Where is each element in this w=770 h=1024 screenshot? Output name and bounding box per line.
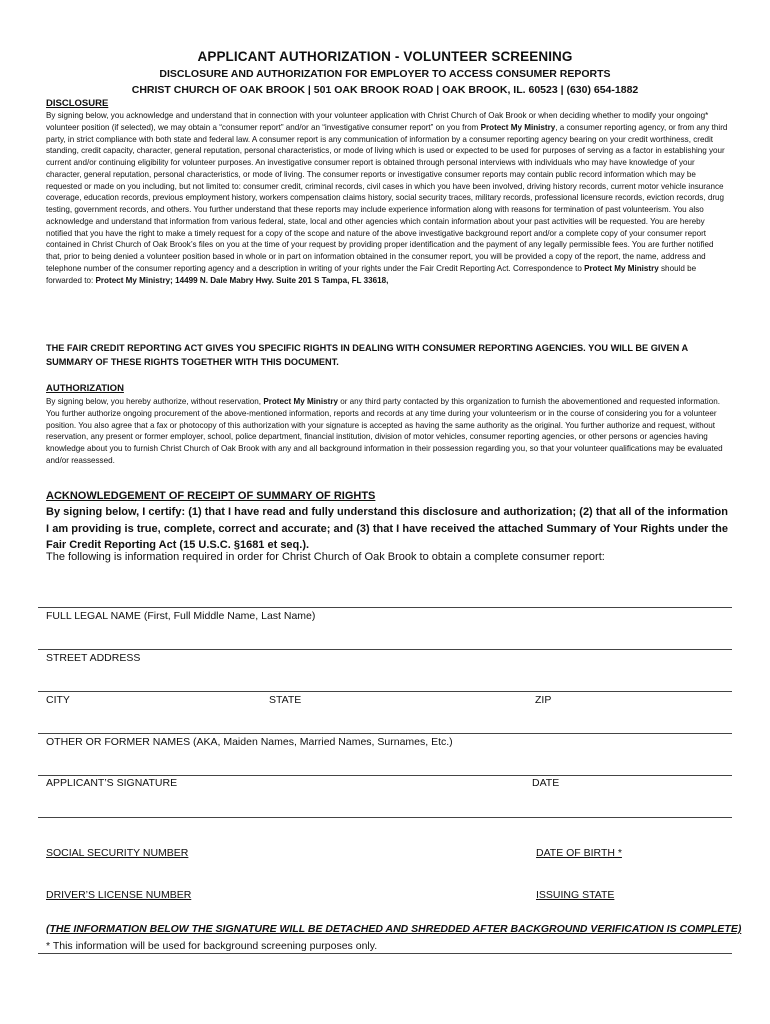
fcra-notice: THE FAIR CREDIT REPORTING ACT GIVES YOU SPECIFIC RIGHTS IN DEALING WITH CONSUMER REPORTING AGENCIES. YOU WILL BE GIVEN A SUMMARY OF THESE RIGHTS TOGETHER WITH THIS DOCUMENT. — [46, 343, 688, 367]
street-address-label: STREET ADDRESS — [46, 652, 141, 664]
ssn-label: SOCIAL SECURITY NUMBER — [46, 847, 189, 859]
disclosure-text-3: should be forwarded to: — [46, 263, 697, 285]
disclosure-bold-3: Protect My Ministry; 14499 N. Dale Mabry Hwy. Suite 201 S Tampa, FL 33618, — [95, 275, 389, 285]
dob-label: DATE OF BIRTH * — [536, 847, 622, 859]
authorization-text-1: By signing below, you hereby authorize, without reservation, — [46, 397, 264, 406]
disclosure-text-1: By signing below, you acknowledge and understand that in connection with your volunteer application with Christ Church of Oak Brook or when deciding whether to modify your ongoing* volunteer position (if selected), we may obtain a “consumer report” and/or an “investigative consumer report” on you from — [46, 111, 709, 132]
disclosure-bold-2: Protect My Ministry — [584, 263, 659, 273]
other-names-label: OTHER OR FORMER NAMES (AKA, Maiden Names, Married Names, Surnames, Etc.) — [46, 736, 453, 748]
disclosure-paragraph — [46, 110, 728, 286]
field-line-other-names[interactable] — [38, 733, 732, 734]
bottom-rule — [38, 953, 732, 954]
page-subtitle: DISCLOSURE AND AUTHORIZATION FOR EMPLOYER TO ACCESS CONSUMER REPORTS — [159, 68, 611, 80]
signature-label: APPLICANT’S SIGNATURE — [46, 777, 178, 789]
field-line-full-name[interactable] — [38, 607, 732, 608]
state-label: STATE — [269, 694, 302, 706]
acknowledgement-followup: The following is information required in order for Christ Church of Oak Brook to obtain a complete consumer report: — [46, 551, 605, 563]
date-label: DATE — [532, 777, 560, 789]
authorization-bold-1: Protect My Ministry — [263, 397, 338, 406]
screening-note: * This information will be used for background screening purposes only. — [46, 940, 378, 952]
zip-label: ZIP — [535, 694, 552, 706]
field-line-separator — [38, 817, 732, 818]
issuing-state-label: ISSUING STATE — [536, 889, 615, 901]
city-label: CITY — [46, 694, 70, 706]
disclosure-bold-1: Protect My Ministry — [480, 122, 556, 132]
field-line-signature-date[interactable] — [38, 775, 732, 776]
organization-line: CHRIST CHURCH OF OAK BROOK | 501 OAK BROOK ROAD | OAK BROOK, IL. 60523 | (630) 654-1882 — [131, 84, 639, 96]
disclosure-heading: DISCLOSURE — [46, 98, 109, 109]
disclosure-text-2: , a consumer reporting agency, or from any third party, in strict compliance with both state and federal law. A consumer report is any communication of information by a consumer reporting agency bearing on your credit worthiness, credit standing, credit capacity, character, general reputation, personal characteristics, or mode of living which is used or expected to be used for purposes of serving as a factor in establishing your current and/or continuing eligibility for volunteer purposes. An investigative consumer report is obtained through personal interviews with individuals who may have knowledge of your character, general reputation, personal characteristics, or mode of living. The consumer reports or investigative consumer reports may contain public record information which may be requested or made on you including, but not limited to: consumer credit, criminal records, civil cases in which you have been involved, driving history records, current motor vehicle insurance coverage, education records, previous employment history, workers compensation claims history, social security traces, military records, professional licensure records, eviction records, drug testing, government records, and others. You further understand that these reports may include experience information along with reasons for termination of past volunteerism. You also acknowledge and understand that information from various federal, state, local and other agencies which contain information about your past activities will be requested. You are hereby notified that you have the right to make a timely request for a copy of the scope and nature of the above investigative background report and/or a complete copy of your consumer report contained in Christ Church of Oak Brook’s files on you at the time of your request by providing proper identification and the payment of any legally permissible fees. You are further notified that, prior to being denied a volunteer position based in whole or in part on information obtained in the consumer report, you will be provided a copy of the report, the name, address and telephone number of the consumer reporting agency and a description in writing of your rights under the Fair Credit Reporting Act. Correspondence to — [46, 122, 728, 273]
acknowledgement-body: By signing below, I certify: (1) that I have read and fully understand this disclosure and authorization; (2) that all of the information I am providing is true, complete, correct and accurate; and (3) that I have received the attached Summary of Your Rights under the Fair Credit Reporting Act (15 U.S.C. §1681 et seq.). — [46, 506, 728, 551]
page-title: APPLICANT AUTHORIZATION - VOLUNTEER SCREENING — [197, 49, 573, 64]
full-name-label: FULL LEGAL NAME (First, Full Middle Name, Last Name) — [46, 610, 316, 622]
authorization-text-2: or any third party contacted by this organization to furnish the abovementioned and requested information. You further authorize ongoing procurement of the above-mentioned information, reports and records at any time during your volunteerism or in the course of considering you for a volunteer position. You also agree that a fax or photocopy of this authorization with your signature is accepted as having the same authority as the original. You further authorize and request, without reservation, any present or former employer, school, police department, financial institution, division of motor vehicles, consumer reporting agencies, or other persons or agencies having knowledge about you to furnish Christ Church of Oak Brook with any and all background information in their possession regarding you, so that your volunteer qualifications may be evaluated and/or reassessed. — [46, 397, 723, 465]
detach-warning: (THE INFORMATION BELOW THE SIGNATURE WILL BE DETACHED AND SHREDDED AFTER BACKGROUND VERIFICATION IS COMPLETE) — [46, 923, 742, 935]
field-line-street[interactable] — [38, 649, 732, 650]
field-line-city-state-zip[interactable] — [38, 691, 732, 692]
acknowledgement-heading: ACKNOWLEDGEMENT OF RECEIPT OF SUMMARY OF RIGHTS — [46, 490, 376, 502]
authorization-paragraph — [46, 396, 728, 467]
authorization-heading: AUTHORIZATION — [46, 383, 124, 394]
drivers-license-label: DRIVER’S LICENSE NUMBER — [46, 889, 192, 901]
